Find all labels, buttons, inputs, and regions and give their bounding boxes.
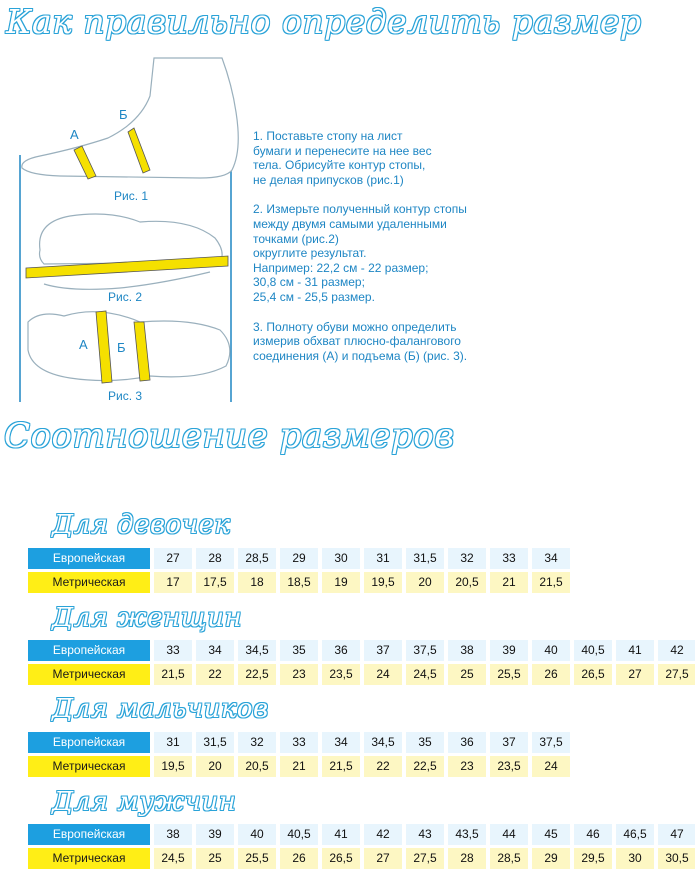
instruction-step-1: 1. Поставьте стопу на лист бумаги и перенесите на нее вес тела. Обрисуйте контур стопы, не делая припусков (рис.1) — [253, 129, 432, 187]
size-ratio-title: Соотношение размеров — [4, 416, 455, 456]
size-cell: 22,5 — [238, 664, 276, 685]
label-a-fig3: А — [79, 337, 88, 352]
table-row-metric — [28, 756, 574, 777]
row-label-metric: Метрическая — [28, 756, 150, 777]
section-title-boys: Для мальчиков — [52, 694, 269, 724]
size-cell: 30 — [616, 848, 654, 869]
table-row-european — [28, 548, 574, 569]
size-cell: 34 — [322, 732, 360, 753]
size-cell: 37,5 — [532, 732, 570, 753]
size-cell: 22,5 — [406, 756, 444, 777]
size-cell: 28,5 — [490, 848, 528, 869]
size-cell: 26,5 — [322, 848, 360, 869]
size-cell: 23,5 — [322, 664, 360, 685]
size-cell: 44 — [490, 824, 528, 845]
size-cell: 17,5 — [196, 572, 234, 593]
size-cell: 31 — [364, 548, 402, 569]
size-cell: 31,5 — [196, 732, 234, 753]
size-cell: 36 — [322, 640, 360, 661]
size-cell: 37 — [364, 640, 402, 661]
row-label-european: Европейская — [28, 640, 150, 661]
size-cell: 40 — [532, 640, 570, 661]
size-cell: 34 — [196, 640, 234, 661]
size-cell: 21,5 — [322, 756, 360, 777]
size-table-men — [28, 824, 695, 872]
size-cell: 30 — [322, 548, 360, 569]
size-cell: 20,5 — [238, 756, 276, 777]
size-cell: 21 — [490, 572, 528, 593]
size-cell: 17 — [154, 572, 192, 593]
instruction-step-3: 3. Полноту обуви можно определить измерив обхват плюсно-фалангового соединения (А) и подъема (Б) (рис. 3). — [253, 319, 468, 363]
section-title-men: Для мужчин — [52, 787, 237, 817]
size-cell: 29 — [532, 848, 570, 869]
size-cell: 26 — [532, 664, 570, 685]
size-cell: 32 — [448, 548, 486, 569]
label-b-fig3: Б — [117, 340, 126, 355]
size-cell: 28 — [448, 848, 486, 869]
row-label-european: Европейская — [28, 548, 150, 569]
size-cell: 19,5 — [154, 756, 192, 777]
table-row-european — [28, 824, 695, 845]
table-row-metric — [28, 572, 574, 593]
size-cell: 33 — [490, 548, 528, 569]
size-cell: 27 — [364, 848, 402, 869]
size-cell: 37 — [490, 732, 528, 753]
size-cell: 40 — [238, 824, 276, 845]
size-cell: 26,5 — [574, 664, 612, 685]
size-cell: 34,5 — [364, 732, 402, 753]
size-cell: 27 — [154, 548, 192, 569]
size-cell: 23,5 — [490, 756, 528, 777]
size-cell: 27 — [616, 664, 654, 685]
size-cell: 42 — [658, 640, 695, 661]
size-cell: 42 — [364, 824, 402, 845]
size-cell: 33 — [154, 640, 192, 661]
size-cell: 43 — [406, 824, 444, 845]
size-cell: 43,5 — [448, 824, 486, 845]
size-cell: 22 — [196, 664, 234, 685]
table-row-metric — [28, 664, 695, 685]
table-row-european — [28, 732, 574, 753]
size-cell: 38 — [154, 824, 192, 845]
size-cell: 20 — [196, 756, 234, 777]
row-label-european: Европейская — [28, 824, 150, 845]
size-cell: 45 — [532, 824, 570, 845]
size-cell: 21,5 — [532, 572, 570, 593]
size-cell: 19 — [322, 572, 360, 593]
size-cell: 35 — [280, 640, 318, 661]
size-cell: 39 — [490, 640, 528, 661]
size-cell: 29,5 — [574, 848, 612, 869]
size-cell: 35 — [406, 732, 444, 753]
size-cell: 18,5 — [280, 572, 318, 593]
size-cell: 38 — [448, 640, 486, 661]
figure-2-caption: Рис. 2 — [108, 290, 143, 304]
size-cell: 33 — [280, 732, 318, 753]
table-row-european — [28, 640, 695, 661]
size-cell: 20 — [406, 572, 444, 593]
size-cell: 24,5 — [406, 664, 444, 685]
row-label-metric: Метрическая — [28, 664, 150, 685]
size-cell: 25,5 — [490, 664, 528, 685]
size-cell: 40,5 — [574, 640, 612, 661]
size-cell: 46 — [574, 824, 612, 845]
section-title-women: Для женщин — [52, 603, 243, 633]
size-cell: 31,5 — [406, 548, 444, 569]
size-cell: 27,5 — [406, 848, 444, 869]
size-cell: 32 — [238, 732, 276, 753]
size-cell: 30,5 — [658, 848, 695, 869]
size-table-women — [28, 640, 695, 688]
size-cell: 25 — [196, 848, 234, 869]
size-cell: 29 — [280, 548, 318, 569]
row-label-metric: Метрическая — [28, 572, 150, 593]
figure-3-caption: Рис. 3 — [108, 389, 143, 403]
size-cell: 23 — [448, 756, 486, 777]
size-cell: 22 — [364, 756, 402, 777]
size-cell: 21,5 — [154, 664, 192, 685]
size-cell: 27,5 — [658, 664, 695, 685]
size-cell: 19,5 — [364, 572, 402, 593]
size-cell: 37,5 — [406, 640, 444, 661]
instructions — [253, 129, 553, 378]
size-cell: 23 — [280, 664, 318, 685]
size-cell: 41 — [616, 640, 654, 661]
size-cell: 31 — [154, 732, 192, 753]
table-row-metric — [28, 848, 695, 869]
size-cell: 41 — [322, 824, 360, 845]
size-cell: 34 — [532, 548, 570, 569]
size-cell: 24 — [364, 664, 402, 685]
size-cell: 20,5 — [448, 572, 486, 593]
size-cell: 24 — [532, 756, 570, 777]
size-cell: 47 — [658, 824, 695, 845]
size-cell: 40,5 — [280, 824, 318, 845]
label-a: А — [70, 127, 79, 142]
size-table-girls — [28, 548, 574, 596]
label-b: Б — [119, 107, 128, 122]
size-cell: 18 — [238, 572, 276, 593]
size-cell: 25 — [448, 664, 486, 685]
size-cell: 28,5 — [238, 548, 276, 569]
row-label-metric: Метрическая — [28, 848, 150, 869]
size-cell: 34,5 — [238, 640, 276, 661]
size-cell: 36 — [448, 732, 486, 753]
size-cell: 28 — [196, 548, 234, 569]
size-cell: 26 — [280, 848, 318, 869]
size-cell: 39 — [196, 824, 234, 845]
row-label-european: Европейская — [28, 732, 150, 753]
size-cell: 46,5 — [616, 824, 654, 845]
figure-1-caption: Рис. 1 — [114, 189, 149, 203]
instruction-step-2: 2. Измерьте полученный контур стопы между двумя самыми удаленными точками (рис.2) округлите результат. Например: 22,2 см - 22 размер; 30,8 см - 31 размер; 25,4 см - 25,5 размер. — [253, 202, 467, 304]
size-cell: 25,5 — [238, 848, 276, 869]
size-cell: 24,5 — [154, 848, 192, 869]
section-title-girls: Для девочек — [52, 510, 231, 540]
page-title: Как правильно определить размер — [6, 2, 642, 41]
size-cell: 21 — [280, 756, 318, 777]
size-table-boys — [28, 732, 574, 780]
